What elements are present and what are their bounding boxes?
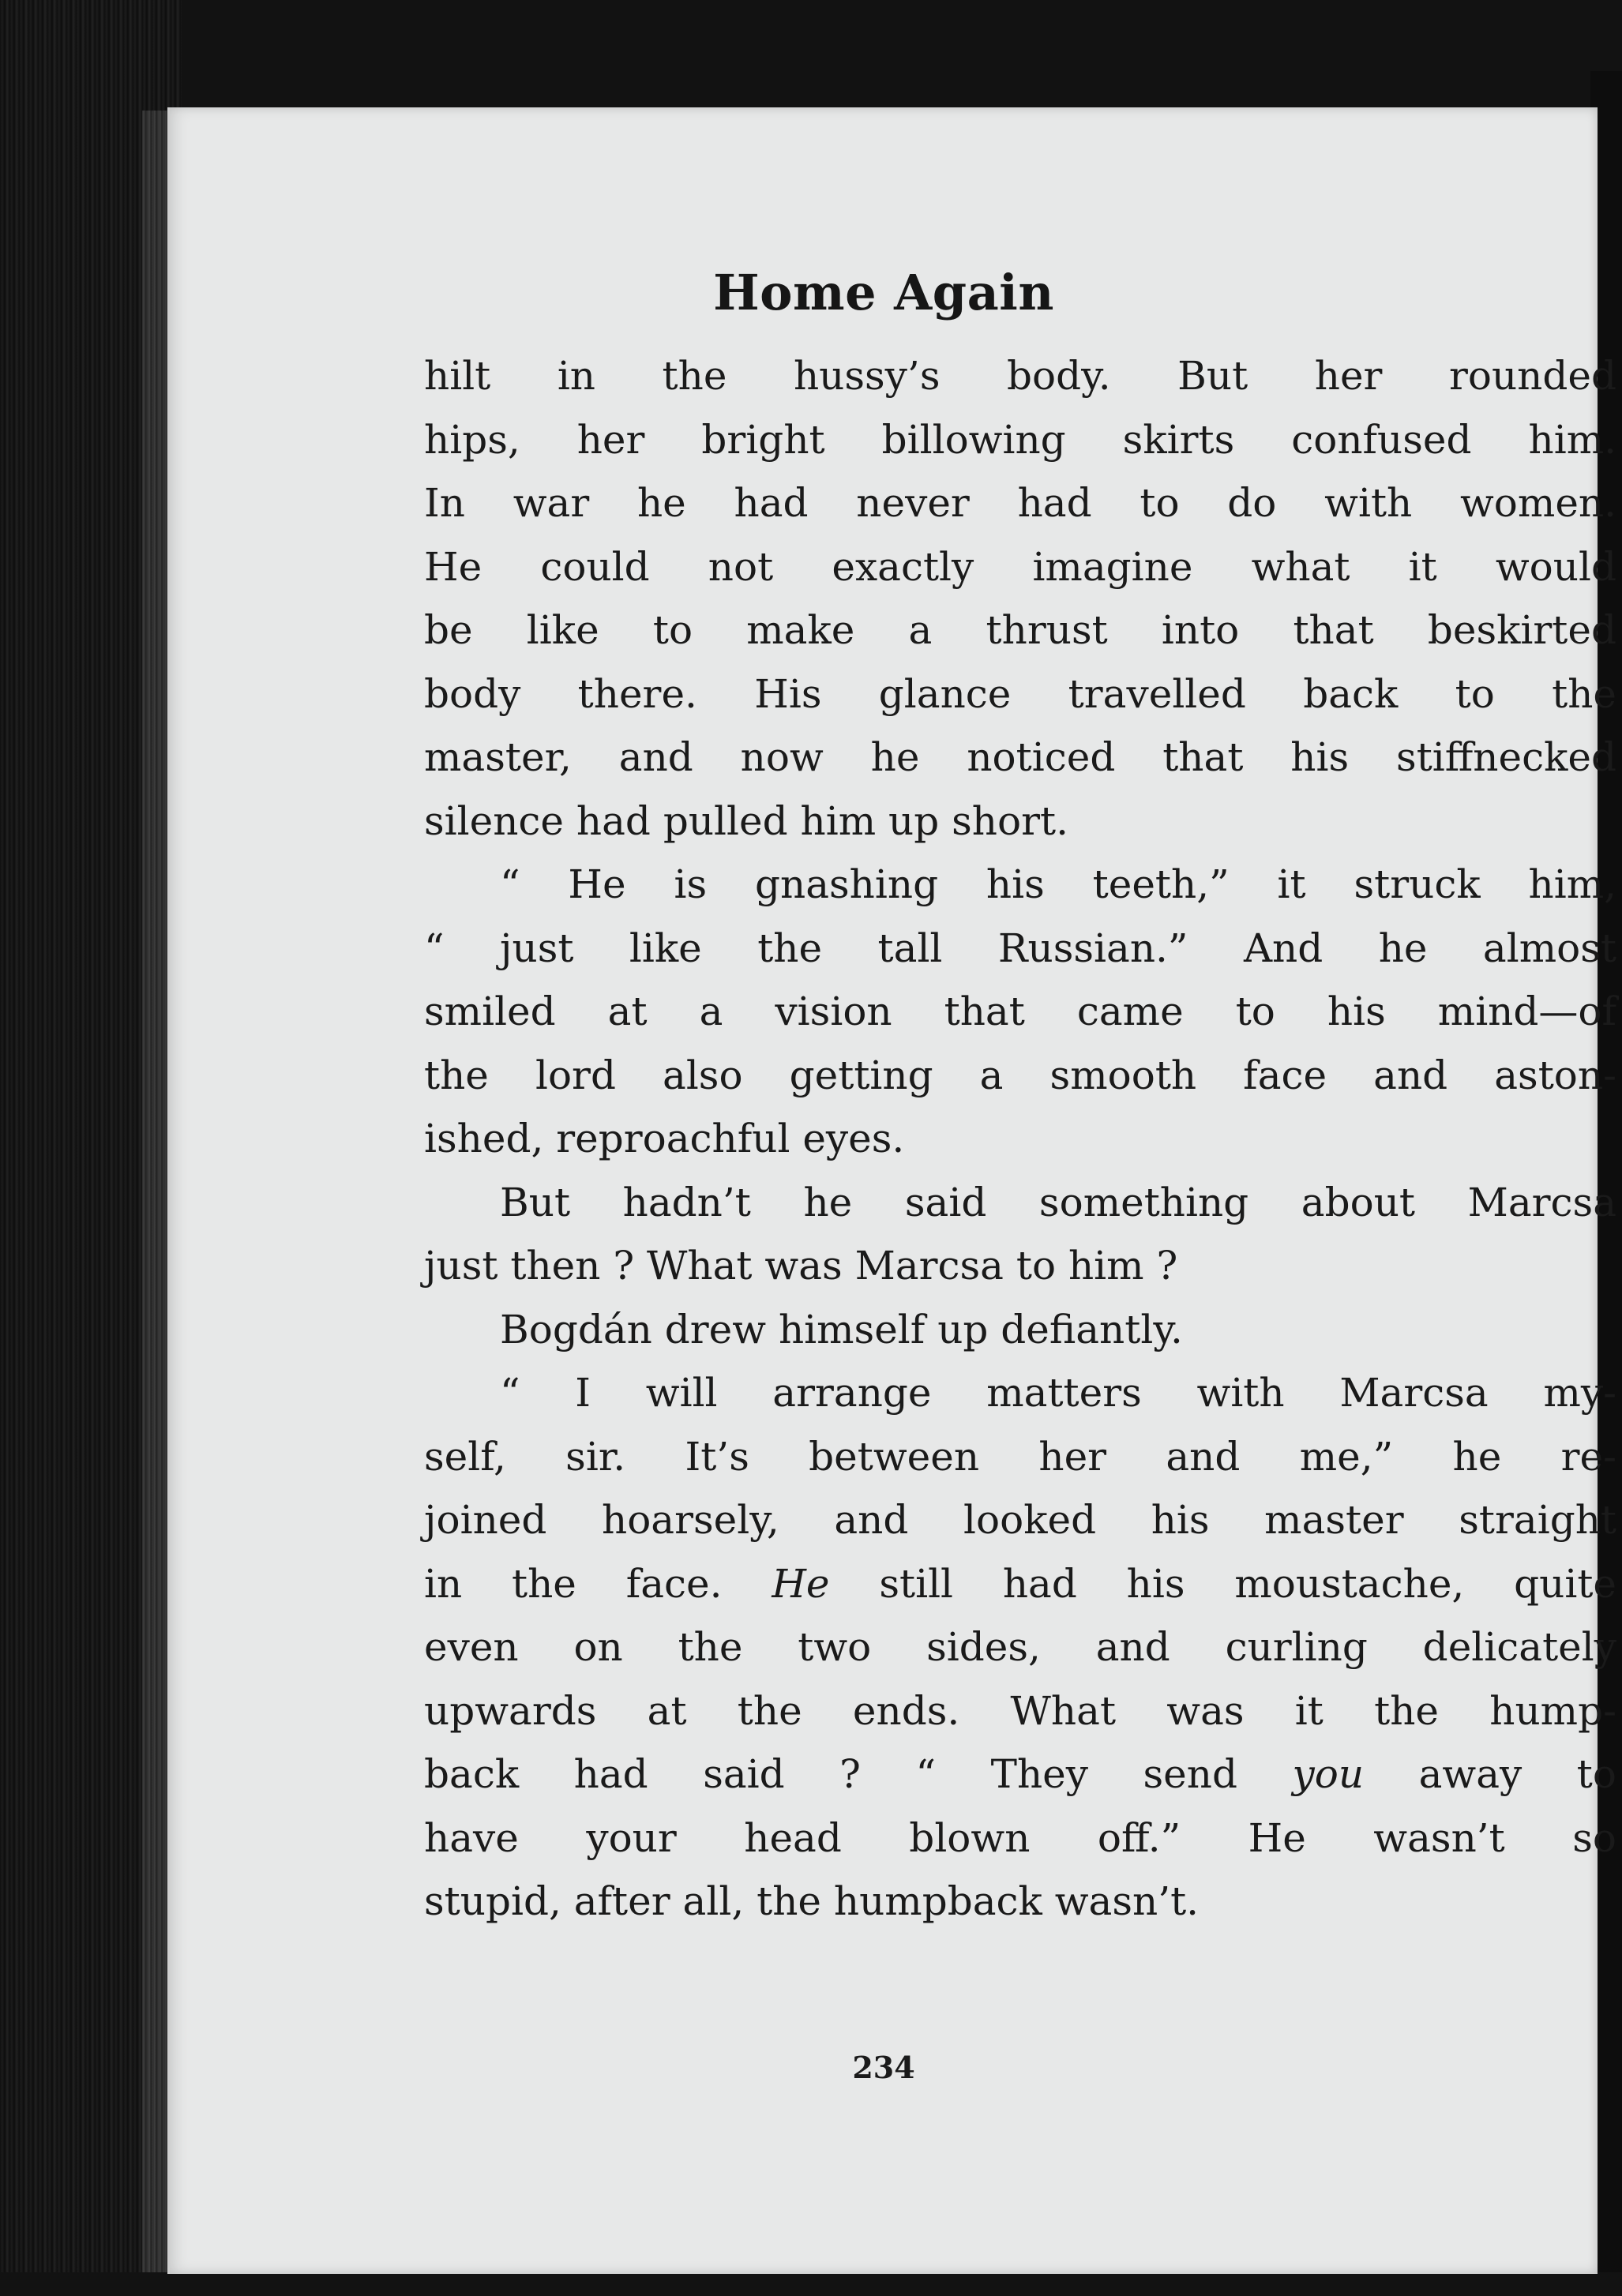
book-binding-edge (0, 0, 182, 2296)
text-line: upwards at the ends. What was it the hump- (424, 1687, 1616, 1734)
text-line: joined hoarsely, and looked his master straight (424, 1497, 1616, 1543)
text-line (424, 1552, 1616, 1616)
text-line: be like to make a thrust into that beskirted (424, 607, 1616, 653)
emphasis: He (772, 1560, 830, 1607)
text-line: In war he had never had to do with women. (424, 480, 1616, 526)
body-text (424, 344, 1616, 1934)
line-segment: still had his moustache, quite (829, 1560, 1616, 1607)
line-segment: back had said ? “ They send (424, 1751, 1293, 1797)
text-line: Bogdán drew himself up defiantly. (500, 1306, 1183, 1352)
text-line (424, 1743, 1616, 1806)
text-line: have your head blown off.” He wasn’t so (424, 1814, 1616, 1861)
text-line: just then ? What was Marcsa to him ? (424, 1243, 1178, 1289)
text-line: self, sir. It’s between her and me,” he re- (424, 1433, 1616, 1480)
text-line: But hadn’t he said something about Marcsa (500, 1179, 1616, 1225)
running-head: Home Again (713, 264, 1054, 321)
text-line: stupid, after all, the humpback wasn’t. (424, 1878, 1200, 1924)
text-line: body there. His glance travelled back to the (424, 670, 1616, 717)
text-line: “ I will arrange matters with Marcsa my- (500, 1370, 1616, 1416)
text-line: “ just like the tall Russian.” And he almost (424, 925, 1616, 971)
text-line: hips, her bright billowing skirts confused him. (424, 416, 1616, 463)
text-line: master, and now he noticed that his stiffnecked (424, 734, 1616, 780)
line-segment: in the face. (424, 1560, 772, 1607)
text-line: silence had pulled him up short. (424, 797, 1068, 844)
book-page (167, 107, 1616, 2274)
text-line: smiled at a vision that came to his mind—of (424, 989, 1616, 1034)
scan-bottom-border (0, 2272, 1622, 2296)
emphasis: you (1292, 1751, 1365, 1797)
text-line: “ He is gnashing his teeth,” it struck him, (500, 861, 1616, 907)
page-number: 234 (852, 2050, 915, 2085)
text-line: the lord also getting a smooth face and aston- (424, 1052, 1616, 1098)
line-segment: away to (1364, 1751, 1616, 1797)
scan-top-border (0, 0, 1622, 111)
text-line: hilt in the hussy’s body. But her rounded (424, 353, 1616, 399)
text-line: He could not exactly imagine what it would (424, 543, 1616, 590)
text-line: even on the two sides, and curling delicately (424, 1624, 1616, 1670)
text-line: ished, reproachful eyes. (424, 1116, 905, 1161)
